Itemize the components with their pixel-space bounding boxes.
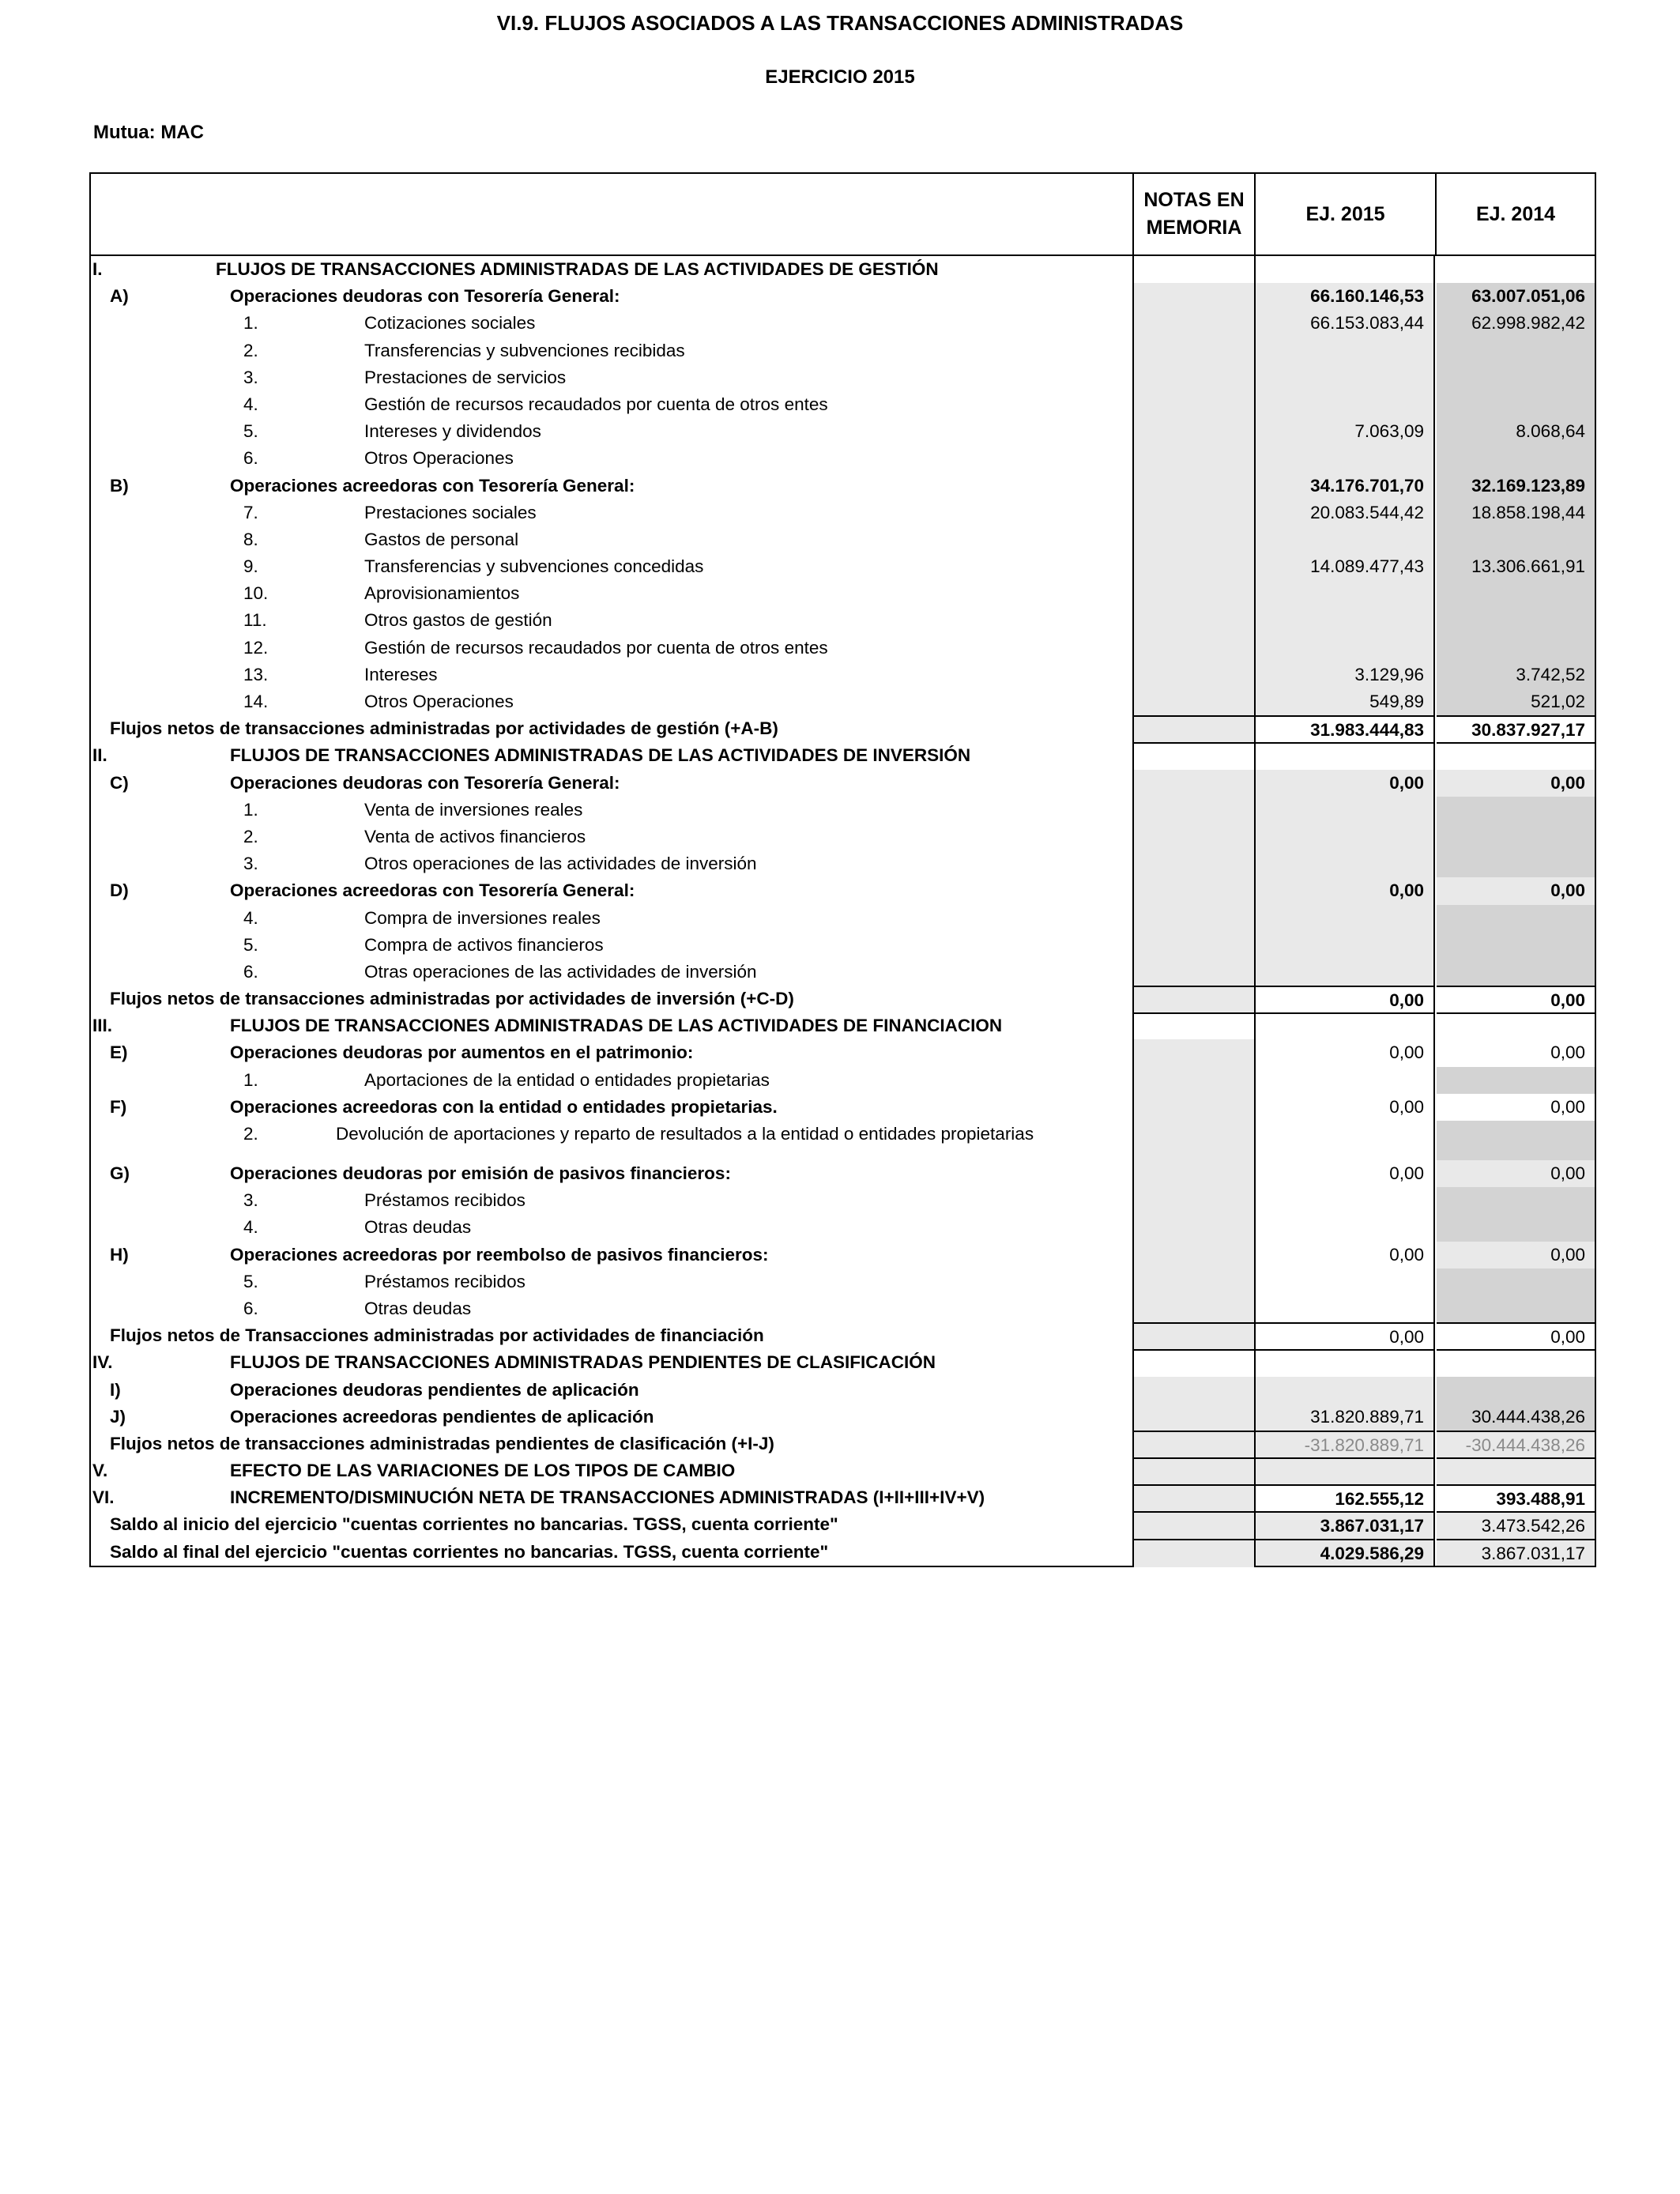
item-number: 3. [243, 854, 258, 874]
net-flow-label: Flujos netos de transacciones administradas por actividades de gestión (+A-B) [110, 718, 778, 739]
item-number: 6. [243, 1298, 258, 1318]
section-row-ii [91, 742, 1595, 769]
item-label: Transferencias y subvenciones concedidas [364, 556, 704, 577]
item-number: 5. [243, 934, 258, 955]
item-label: Gestión de recursos recaudados por cuenta de otros entes [364, 394, 828, 414]
group-row-c [91, 770, 1595, 797]
group-label: Operaciones deudoras con Tesorería General: [230, 772, 620, 793]
item-label: Préstamos recibidos [364, 1190, 525, 1211]
item-number: 1. [243, 1069, 258, 1090]
value-2015: 0,00 [1256, 770, 1435, 797]
value-2014: 3.473.542,26 [1437, 1511, 1595, 1538]
group-letter: E) [110, 1042, 128, 1063]
group-label: Operaciones acreedoras con Tesorería General: [230, 475, 635, 496]
value-2014: 8.068,64 [1437, 418, 1595, 445]
value-2015: 162.555,12 [1256, 1484, 1435, 1511]
value-2015: 3.129,96 [1256, 662, 1435, 688]
item-label: Otras operaciones de las actividades de inversión [364, 961, 757, 982]
section-number: IV. [92, 1352, 113, 1373]
item-number: 10. [243, 583, 269, 604]
value-2014: -30.444.438,26 [1437, 1431, 1595, 1457]
section-row-vi [91, 1484, 1595, 1511]
section-number: V. [92, 1461, 108, 1481]
value-2015: 14.089.477,43 [1256, 553, 1435, 580]
item-number: 8. [243, 529, 258, 549]
net-flow-label: Flujos netos de transacciones administradas pendientes de clasificación (+I-J) [110, 1433, 774, 1453]
value-2015: 66.153.083,44 [1256, 310, 1435, 337]
section-row-iii [91, 1012, 1595, 1039]
item-label: Intereses y dividendos [364, 421, 541, 442]
balance-label: Saldo al inicio del ejercicio "cuentas corrientes no bancarias. TGSS, cuenta corriente" [110, 1514, 838, 1535]
value-2014: 63.007.051,06 [1437, 283, 1595, 310]
item-row [91, 445, 1595, 472]
net-flow-row-management [91, 715, 1595, 742]
item-row [91, 553, 1595, 580]
value-2014: 0,00 [1437, 1322, 1595, 1349]
item-number: 4. [243, 1217, 258, 1238]
value-2015: 31.820.889,71 [1256, 1404, 1435, 1431]
item-row [91, 850, 1595, 877]
group-row-a [91, 283, 1595, 310]
item-row [91, 688, 1595, 715]
item-label: Gastos de personal [364, 529, 519, 549]
value-2015: -31.820.889,71 [1256, 1431, 1435, 1457]
item-number: 2. [243, 1124, 258, 1144]
group-letter: F) [110, 1096, 127, 1117]
section-number: VI. [92, 1487, 115, 1508]
closing-balance-row [91, 1539, 1595, 1566]
item-row [91, 364, 1595, 391]
item-number: 2. [243, 340, 258, 360]
group-label: Operaciones acreedoras con la entidad o entidades propietarias. [230, 1096, 778, 1117]
item-number: 2. [243, 826, 258, 846]
item-label: Intereses [364, 664, 438, 684]
group-label: Operaciones deudoras con Tesorería General: [230, 286, 620, 307]
group-row-j [91, 1404, 1595, 1431]
item-number: 6. [243, 961, 258, 982]
balance-label: Saldo al final del ejercicio "cuentas corrientes no bancarias. TGSS, cuenta corriente" [110, 1541, 829, 1562]
net-flow-row-unclassified [91, 1431, 1595, 1457]
value-2015: 31.983.444,83 [1256, 715, 1435, 742]
group-row-h [91, 1242, 1595, 1269]
item-row [91, 1214, 1595, 1241]
item-label: Venta de activos financieros [364, 826, 586, 846]
value-2015: 0,00 [1256, 877, 1435, 904]
item-number: 1. [243, 799, 258, 820]
item-label: Compra de inversiones reales [364, 907, 601, 928]
item-number: 7. [243, 502, 258, 522]
table-header [91, 174, 1595, 256]
item-number: 13. [243, 664, 269, 684]
value-2015: 0,00 [1256, 1242, 1435, 1269]
value-2014: 0,00 [1437, 1094, 1595, 1121]
item-row [91, 797, 1595, 824]
item-row [91, 824, 1595, 850]
group-label: Operaciones deudoras por aumentos en el patrimonio: [230, 1042, 694, 1063]
group-label: Operaciones acreedoras por reembolso de pasivos financieros: [230, 1244, 769, 1265]
flows-table [89, 172, 1596, 1567]
section-row-v [91, 1457, 1595, 1484]
item-row [91, 1269, 1595, 1295]
page-subtitle: EJERCICIO 2015 [765, 66, 915, 88]
item-label: Transferencias y subvenciones recibidas [364, 340, 685, 360]
value-2015: 7.063,09 [1256, 418, 1435, 445]
item-row [91, 662, 1595, 688]
net-flow-label: Flujos netos de Transacciones administradas por actividades de financiación [110, 1325, 764, 1346]
section-title: FLUJOS DE TRANSACCIONES ADMINISTRADAS PENDIENTES DE CLASIFICACIÓN [230, 1352, 936, 1373]
section-title: INCREMENTO/DISMINUCIÓN NETA DE TRANSACCIONES ADMINISTRADAS (I+II+III+IV+V) [230, 1487, 985, 1508]
item-number: 11. [243, 610, 267, 631]
item-label: Gestión de recursos recaudados por cuenta de otros entes [364, 637, 828, 658]
value-2015: 0,00 [1256, 1322, 1435, 1349]
item-row [91, 932, 1595, 959]
group-row-g [91, 1160, 1595, 1187]
item-label: Otros gastos de gestión [364, 610, 552, 631]
section-number: II. [92, 745, 107, 766]
value-2014: 521,02 [1437, 688, 1595, 715]
item-row [91, 310, 1595, 337]
header-year-2014: EJ. 2014 [1475, 202, 1556, 225]
item-label: Cotizaciones sociales [364, 313, 536, 334]
item-number: 4. [243, 394, 258, 414]
item-label: Venta de inversiones reales [364, 799, 583, 820]
item-number: 14. [243, 692, 269, 711]
item-number: 12. [243, 637, 269, 658]
item-row [91, 337, 1595, 364]
value-2015: 20.083.544,42 [1256, 499, 1435, 526]
value-2014: 18.858.198,44 [1437, 499, 1595, 526]
group-letter: A) [110, 286, 129, 307]
value-2014: 0,00 [1437, 1039, 1595, 1066]
item-label: Préstamos recibidos [364, 1271, 525, 1291]
item-row [91, 1295, 1595, 1322]
group-label: Operaciones acreedoras pendientes de aplicación [230, 1406, 654, 1427]
value-2014: 30.444.438,26 [1437, 1404, 1595, 1431]
value-2014: 393.488,91 [1437, 1484, 1595, 1511]
value-2015: 34.176.701,70 [1256, 473, 1435, 499]
item-label: Otros Operaciones [364, 448, 514, 469]
item-label: Prestaciones de servicios [364, 367, 567, 387]
item-label: Otras deudas [364, 1217, 472, 1238]
value-2014: 3.867.031,17 [1437, 1539, 1595, 1566]
group-row-e [91, 1039, 1595, 1066]
item-row [91, 580, 1595, 607]
value-2015: 0,00 [1256, 986, 1435, 1012]
section-title: FLUJOS DE TRANSACCIONES ADMINISTRADAS DE LAS ACTIVIDADES DE INVERSIÓN [230, 745, 971, 766]
value-2014: 3.742,52 [1437, 662, 1595, 688]
header-notes: NOTAS EN MEMORIA [1134, 174, 1256, 254]
item-number: 4. [243, 907, 258, 928]
item-row [91, 607, 1595, 634]
section-title: FLUJOS DE TRANSACCIONES ADMINISTRADAS DE LAS ACTIVIDADES DE FINANCIACION [230, 1016, 1003, 1036]
item-row [91, 526, 1595, 553]
group-label: Operaciones deudoras pendientes de aplicación [230, 1379, 639, 1400]
item-label: Otros Operaciones [364, 692, 514, 711]
group-label: Operaciones acreedoras con Tesorería General: [230, 880, 635, 901]
group-label: Operaciones deudoras por emisión de pasivos financieros: [230, 1163, 731, 1183]
item-row [91, 499, 1595, 526]
section-title: EFECTO DE LAS VARIACIONES DE LOS TIPOS DE CAMBIO [230, 1461, 736, 1481]
item-row [91, 418, 1595, 445]
value-2015: 0,00 [1256, 1039, 1435, 1066]
item-row [91, 905, 1595, 932]
value-2015: 0,00 [1256, 1160, 1435, 1187]
group-letter: C) [110, 772, 129, 793]
item-label: Compra de activos financieros [364, 934, 604, 955]
item-label: Aprovisionamientos [364, 583, 520, 604]
value-2015: 4.029.586,29 [1256, 1539, 1435, 1566]
value-2014: 0,00 [1437, 877, 1595, 904]
group-letter: H) [110, 1244, 129, 1265]
value-2014: 13.306.661,91 [1437, 553, 1595, 580]
item-label: Prestaciones sociales [364, 502, 537, 522]
value-2014: 0,00 [1437, 770, 1595, 797]
item-label: Otros operaciones de las actividades de inversión [364, 854, 757, 874]
item-number: 9. [243, 556, 258, 577]
item-label: Otras deudas [364, 1298, 472, 1318]
item-number: 3. [243, 367, 258, 387]
item-row [91, 635, 1595, 662]
item-number: 5. [243, 421, 258, 442]
page-title: VI.9. FLUJOS ASOCIADOS A LAS TRANSACCIONES ADMINISTRADAS [496, 11, 1184, 35]
group-row-i [91, 1377, 1595, 1404]
group-letter: J) [110, 1406, 126, 1427]
value-2014: 0,00 [1437, 1242, 1595, 1269]
header-year-2015: EJ. 2015 [1256, 174, 1437, 254]
header-description-cell [91, 174, 1134, 254]
group-row-b [91, 473, 1595, 499]
group-letter: G) [110, 1163, 130, 1183]
value-2014: 30.837.927,17 [1437, 715, 1595, 742]
item-number: 1. [243, 313, 258, 334]
item-number: 5. [243, 1271, 258, 1291]
section-row-i [91, 256, 1595, 283]
item-label: Devolución de aportaciones y reparto de resultados a la entidad o entidades propietarias [336, 1124, 1034, 1144]
net-flow-row-financing [91, 1322, 1595, 1349]
group-row-d [91, 877, 1595, 904]
value-2015: 549,89 [1256, 688, 1435, 715]
item-row [91, 391, 1595, 418]
group-letter: D) [110, 880, 129, 901]
group-letter: I) [110, 1379, 121, 1400]
value-2015: 0,00 [1256, 1094, 1435, 1121]
value-2015: 3.867.031,17 [1256, 1511, 1435, 1538]
value-2014: 0,00 [1437, 1160, 1595, 1187]
item-row [91, 1121, 1595, 1160]
value-2014: 0,00 [1437, 986, 1595, 1012]
item-row [91, 1187, 1595, 1214]
entity-label: Mutua: MAC [93, 122, 204, 143]
section-title: FLUJOS DE TRANSACCIONES ADMINISTRADAS DE LAS ACTIVIDADES DE GESTIÓN [216, 259, 939, 279]
section-number: I. [92, 259, 103, 279]
group-letter: B) [110, 475, 129, 496]
group-row-f [91, 1094, 1595, 1121]
net-flow-label: Flujos netos de transacciones administradas por actividades de inversión (+C-D) [110, 989, 794, 1009]
item-label: Aportaciones de la entidad o entidades propietarias [364, 1069, 770, 1090]
item-number: 6. [243, 448, 258, 469]
value-2015: 66.160.146,53 [1256, 283, 1435, 310]
opening-balance-row [91, 1511, 1595, 1538]
section-number: III. [92, 1016, 113, 1036]
item-number: 3. [243, 1190, 258, 1211]
item-row [91, 959, 1595, 986]
value-2014: 32.169.123,89 [1437, 473, 1595, 499]
value-2014: 62.998.982,42 [1437, 310, 1595, 337]
net-flow-row-investment [91, 986, 1595, 1012]
section-row-iv [91, 1349, 1595, 1376]
item-row [91, 1067, 1595, 1094]
